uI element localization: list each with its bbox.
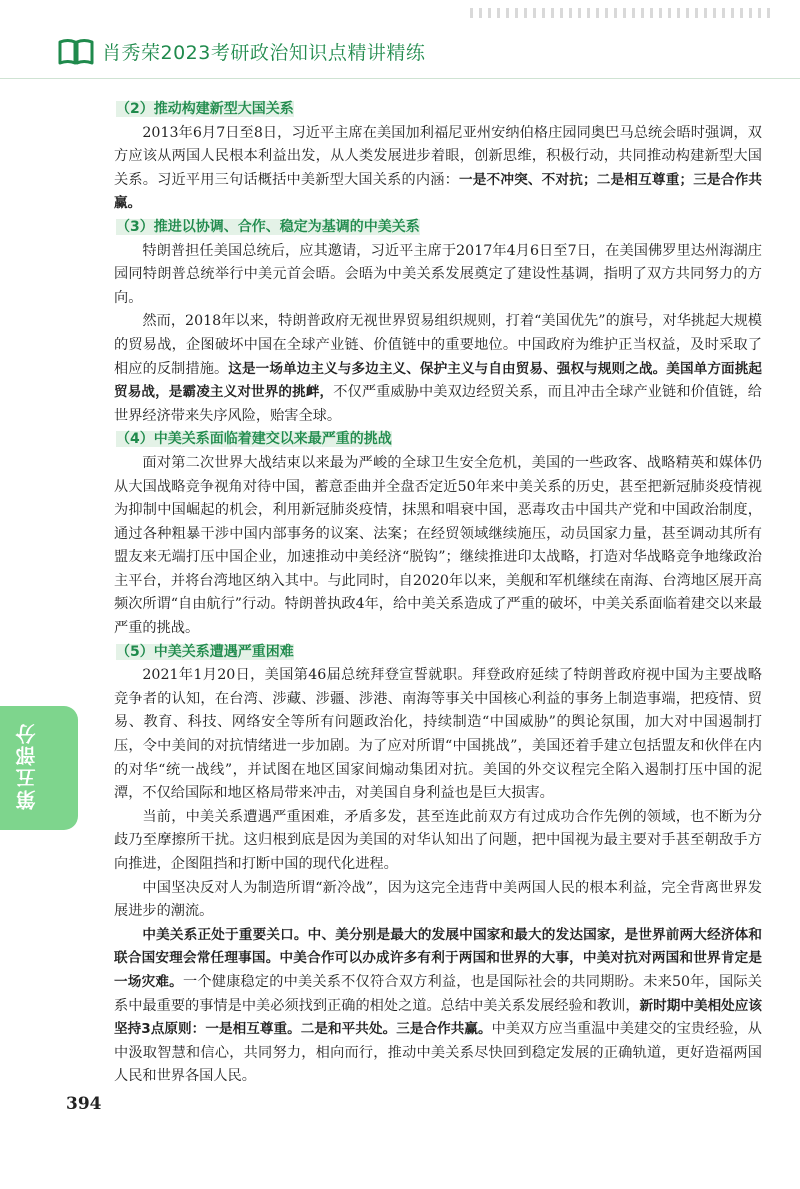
body-text: 中国坚决反对人为制造所谓“新冷战”，因为这完全违背中美两国人民的根本利益，完全背离世界发展进步的潮流。 (114, 879, 762, 920)
body-text: 不仅严重威胁中美双边经贸关系，而且冲击全球产业链和价值链，给世界经济带来失序风险，贻害全球。 (114, 384, 762, 424)
section-heading (114, 98, 762, 122)
part-label: 第五部分 (15, 722, 39, 810)
section-heading-text: （5）中美关系遭遇严重困难 (116, 643, 294, 660)
body-text: 2021年1月20日，美国第46届总统拜登宣誓就职。拜登政府延续了特朗普政府视中国为主要战略竞争者的认知，在台湾、涉藏、涉疆、涉港、南海等事关中国核心利益的事务上制造事端，把疫情、贸易、教育、科技、网络安全等所有问题政治化，持续制造“中国威胁”的舆论氛围，加大对中国遏制打压，令中美间的对抗情绪进一步加剧。为了应对所谓“中国挑战”，美国还着手建立包括盟友和伙伴在内的对华“统一战线”，并试图在地区国家间煽动集团对抗。美国的外交议程完全陷入遏制打压中国的泥潭，不仅给国际和地区格局带来冲击，对美国自身利益也是巨大损害。 (114, 667, 762, 802)
body-text: 未来50年，国际关系中最重要的事情是中美必须找到正确的相处之道。总结中美关系发展经验和教训， (114, 973, 762, 1014)
paragraph (114, 240, 762, 311)
section-heading (114, 428, 762, 452)
book-title: 肖秀荣2023考研政治知识点精讲精练 (102, 42, 426, 64)
body-text: 2013年6月7日至8日，习近平主席在美国加利福尼亚州安纳伯格庄园同奥巴马总统会晤时强调，双方应该从两国人民根本利益出发，从人类发展进步着眼，创新思维，积极行动，共同推动构建新型大国关系。习近平用三句话概括中美新型大国关系的内涵： (114, 124, 762, 188)
paragraph (114, 924, 762, 1089)
paragraph (114, 877, 762, 924)
body-text: 中美双方应当重温中美建交的宝贵经验，从中汲取智慧和信心，共同努力，相向而行，推动中美关系尽快回到稳定发展的正确轨道，更好造福两国人民和世界各国人民。 (114, 1021, 762, 1085)
paragraph (114, 664, 762, 806)
section-heading-text: （4）中美关系面临着建交以来最严重的挑战 (116, 431, 392, 448)
section-heading-text: （2）推动构建新型大国关系 (116, 101, 294, 117)
body-text: 特朗普担任美国总统后，应其邀请，习近平主席于2017年4月6日至7日，在美国佛罗里达州海湖庄园同特朗普总统举行中美元首会晤。会晤为中美关系发展奠定了建设性基调，指明了双方共同努力的方向。 (114, 242, 762, 306)
section-heading-text: （3）推进以协调、合作、稳定为基调的中美关系 (116, 218, 420, 235)
body-text: 面对第二次世界大战结束以来最为严峻的全球卫生安全危机，美国的一些政客、战略精英和媒体仍从大国战略竞争视角对待中国，蓄意歪曲并全盘否定近50年来中美关系的历史，甚至把新冠肺炎疫情视为抑制中国崛起的机会，利用新冠肺炎疫情，抹黑和唱衰中国，恶毒攻击中国共产党和中国政治制度，通过各种粗暴干涉中国内部事务的议案、法案；在经贸领域继续施压，动员国家力量，甚至调动其所有盟友来无端打压中国企业，加速推动中美经济“脱钩”；继续推进印太战略，打造对华战略竞争地缘政治主平台，并将台湾地区纳入其中。与此同时，自2020年以来，美舰和军机继续在南海、台湾地区展开高频次所谓“自由航行”行动。特朗普执政4年，给中美关系造成了严重的破坏，中美关系面临着建交以来最严重的挑战。 (114, 454, 762, 637)
paragraph (114, 452, 762, 641)
page-content (114, 98, 762, 1089)
paragraph (114, 806, 762, 877)
body-text: 当前，中美关系遭遇严重困难，矛盾多发，甚至连此前双方有过成功合作先例的领域，也不断为分歧乃至摩擦所干扰。这归根到底是因为美国的对华认知出了问题，把中国视为最主要对手甚至朝敌手方向推进，企图阻挡和打断中国的现代化进程。 (114, 808, 762, 872)
paragraph (114, 122, 762, 216)
page-number: 394 (66, 1094, 102, 1114)
key-point-text: 新时期中美相处应该坚持3点原则：一是相互尊重。二是和平共处。三是合作共赢。 (114, 997, 762, 1038)
body-text: 然而，2018年以来，特朗普政府无视世界贸易组织规则，打着“美国优先”的旗号，对华挑起大规模的贸易战，企图破坏中国在全球产业链、价值链中的重要地位。中国政府为维护正当权益，及时采取了相应的反制措施。 (114, 313, 762, 377)
body-text: 一个健康稳定的中美关系不仅符合双方利益，也是国际社会的共同期盼。 (182, 973, 644, 990)
header-decoration (470, 8, 770, 18)
key-point-text: 一是不冲突、不对抗；二是相互尊重；三是合作共赢。 (114, 171, 762, 212)
page-header (0, 0, 800, 79)
paragraph (114, 310, 762, 428)
book-icon (58, 38, 94, 66)
section-heading (114, 216, 762, 240)
section-heading (114, 641, 762, 665)
key-point-text: 中美关系正处于重要关口。中、美分别是最大的发展中国家和最大的发达国家，是世界前两大经济体和联合国安理会常任理事国。中美合作可以办成许多有利于两国和世界的大事，中美对抗对两国和世界肯定是一场灾难。 (114, 926, 762, 990)
part-side-tab (0, 706, 78, 830)
key-point-text: 这是一场单边主义与多边主义、保护主义与自由贸易、强权与规则之战。美国单方面挑起贸易战，是霸凌主义对世界的挑衅， (114, 360, 762, 401)
